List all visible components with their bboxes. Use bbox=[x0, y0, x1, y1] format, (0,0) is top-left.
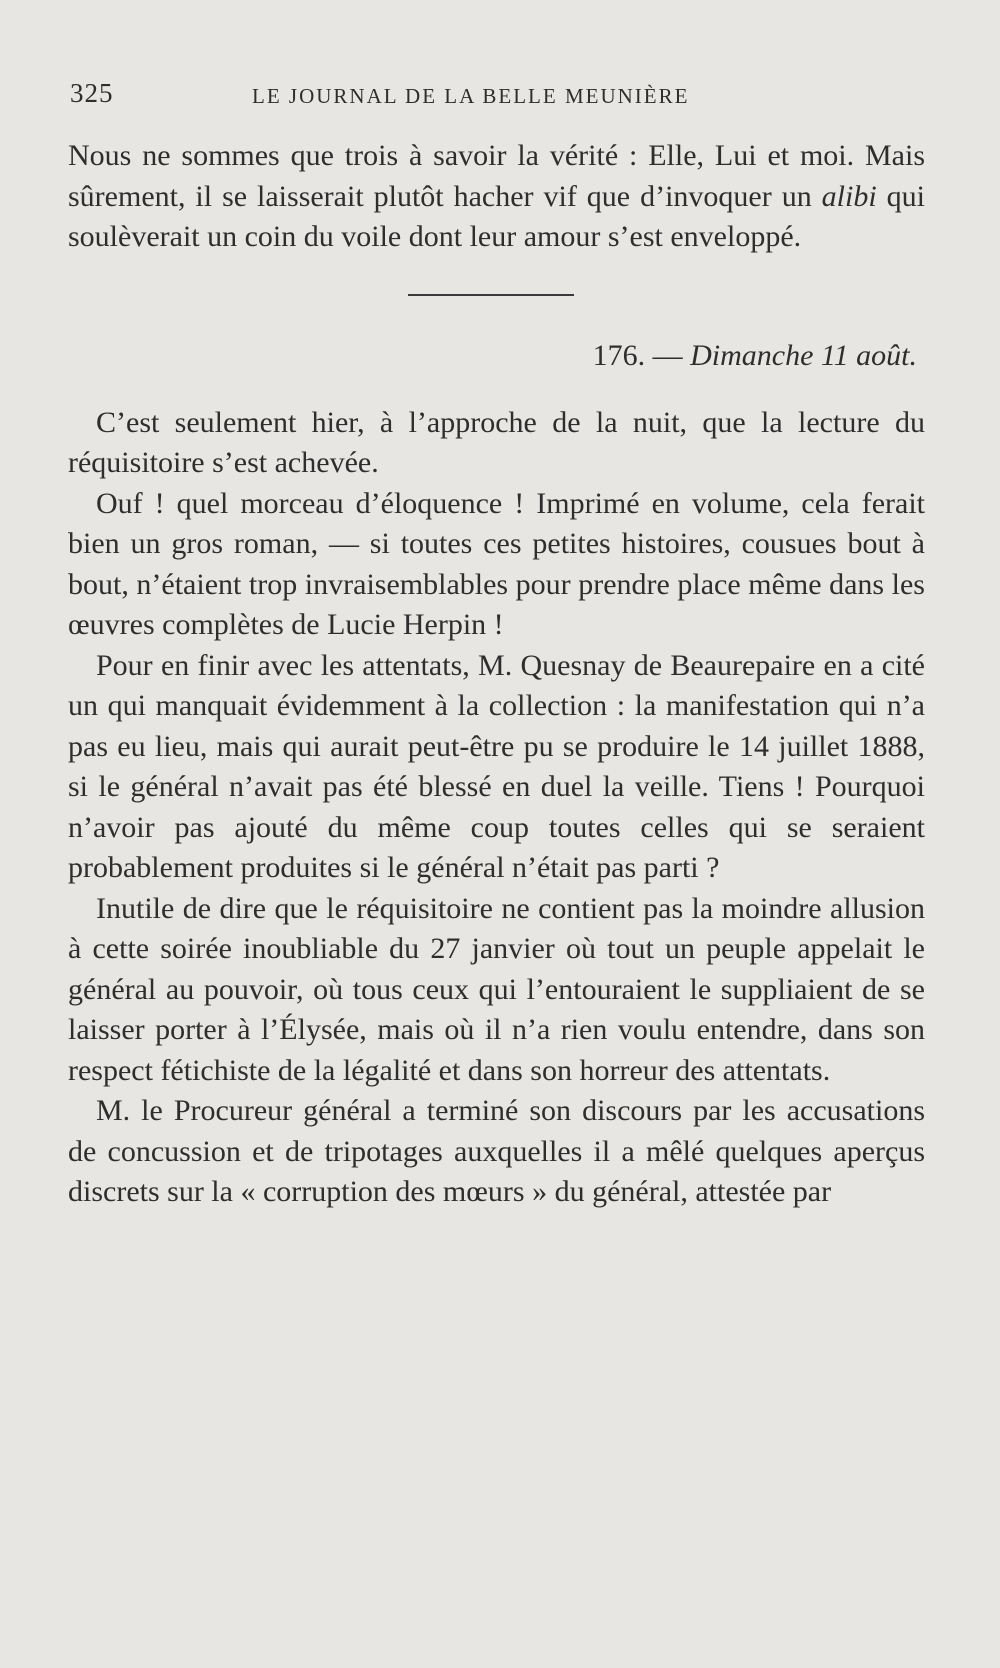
opening-text-start: Nous ne sommes que trois à savoir la vérité : Elle, Lui et moi. Mais sûrement, il se laisserait plutôt hacher vif que d’invoquer un bbox=[68, 139, 925, 213]
body-text bbox=[68, 136, 925, 1213]
section-divider bbox=[408, 294, 574, 296]
opening-paragraph bbox=[68, 136, 925, 258]
paragraph: Pour en finir avec les attentats, M. Quesnay de Beaurepaire en a cité un qui manquait évidemment à la collection : la manifestation qui n’a pas eu lieu, mais qui aurait peut-être pu se produire le 14 juillet 1888, si le général n’avait pas été blessé en duel la veille. Tiens ! Pourquoi n’avoir pas ajouté du même coup toutes celles qui se seraient probablement produites si le général n’était pas parti ? bbox=[68, 648, 925, 884]
entry-number: 176. bbox=[592, 338, 646, 372]
entry-dash: — bbox=[652, 338, 683, 372]
paragraph: Ouf ! quel morceau d’éloquence ! Imprimé en volume, cela ferait bien un gros roman, — si toutes ces petites histoires, cousues bout à bout, n’étaient trop invraisemblables pour prendre place même dans les œuvres complètes de Lucie Herpin ! bbox=[68, 486, 925, 641]
entry-date: Dimanche 11 août. bbox=[690, 338, 917, 372]
page-number: 325 bbox=[70, 78, 114, 108]
italic-term: alibi bbox=[821, 179, 877, 213]
paragraph: C’est seulement hier, à l’approche de la nuit, que la lecture du réquisitoire s’est achevée. bbox=[68, 405, 925, 479]
running-title: LE JOURNAL DE LA BELLE MEUNIÈRE bbox=[252, 84, 690, 108]
paragraph: M. le Procureur général a terminé son discours par les accusations de concussion et de tripotages auxquelles il a mêlé quelques aperçus discrets sur la « corruption des mœurs » du général, attestée par bbox=[68, 1094, 925, 1208]
entry-heading bbox=[68, 336, 917, 376]
page-header bbox=[70, 78, 922, 114]
opening-text-end: qui soulèverait un coin du voile dont leur amour s’est enveloppé. bbox=[68, 179, 925, 253]
paragraph: Inutile de dire que le réquisitoire ne contient pas la moindre allusion à cette soirée inoubliable du 27 janvier où tout un peuple appelait le général au pouvoir, où tous ceux qui l’entouraient le suppliaient de se laisser porter à l’Élysée, mais où il n’a rien voulu entendre, dans son respect fétichiste de la légalité et dans son horreur des attentats. bbox=[68, 891, 925, 1087]
